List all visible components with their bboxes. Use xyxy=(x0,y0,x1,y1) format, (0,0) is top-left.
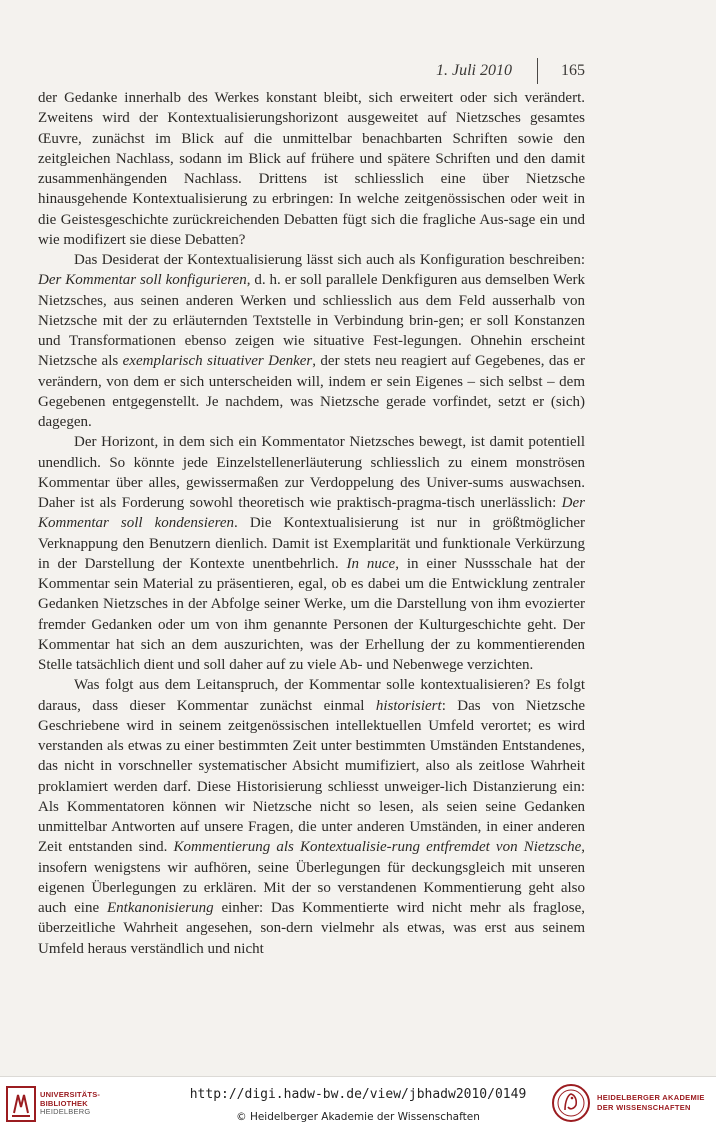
text-run: der Gedanke innerhalb des Werkes konstant bleibt, sich erweitert oder sich verändert. Zweitens wird der Kontextualisierungshorizont ausgeweitet auf Nietzsches gesamtes Œuvre, zunächst im Blick auf die unmittelbar benachbarten Schriften sowie den zeitgleichen Nachlass, sodann im Blick auf frühere und spätere Schriften und den damit zusammenhängenden Nachlass. Drittens ist schliesslich eine über Nietzsche hinausgehende Kontextualisierung zu erbringen: In welche zeitgenössischen oder weit in die Geistesgeschichte zurückreichenden Debatten fügt sich die fragliche Aus-sage ein und wie modifizert sie diese Debatten? xyxy=(38,90,585,248)
academy-name xyxy=(597,1093,705,1113)
text-run: , insofern wenigstens wir aufhören, seine Überlegungen für deckungsgleich mit unseren eigenen Überlegungen zu erklären. Mit der so verstandenen Kommentierung geht also auch eine xyxy=(38,839,585,916)
header-date: 1. Juli 2010 xyxy=(436,62,512,79)
italic-phrase: exemplarisch situativer Denker xyxy=(122,353,313,370)
italic-phrase: Der Kommentar soll konfigurieren xyxy=(38,272,247,289)
paragraph-1 xyxy=(38,88,585,250)
text-run: Das Desiderat der Kontextualisierung lässt sich auch als Konfiguration beschreiben: xyxy=(74,252,585,268)
text-run: . Die Kontextualisierung ist nur in größtmöglicher Verknappung den Benutzern dienlich. Damit ist Exemplarität und funktionale Verkürzung in der Darstellung der Kontexte unentbehrlich. xyxy=(38,515,585,572)
italic-phrase: Entkanonisierung xyxy=(106,900,214,916)
italic-phrase: In nuce xyxy=(346,555,396,572)
text-run: , d. h. er soll parallele Denkfiguren aus demselben Werk Nietzsches, aus seinen anderen Werken und schliesslich aus dem Feld ausserhalb von Nietzsche mit der zu erläuternden Textstelle in Verbindung brin-gen; er soll Konstanzen und Transformationen ebenso zeigen wie situative Fest-legungen. Ohnehin erscheint Nietzsche als xyxy=(38,272,585,370)
text-run: , der stets neu reagiert auf Gegebenes, das er verändern, von dem er sich unterscheiden will, indem er sein Eigenes – sich selbst – dem Gegebenen entgegenstellt. Je nachdem, was Nietzsche gerade vorfindet, setzt er (sich) dagegen. xyxy=(38,353,585,430)
paragraph-3 xyxy=(38,432,585,675)
copyright-notice: © Heidelberger Akademie der Wissenschaften xyxy=(236,1111,480,1123)
header-divider xyxy=(537,58,538,84)
text-run: Der Horizont, in dem sich ein Kommentator Nietzsches bewegt, ist damit potentiell unendlich. So könnte jede Einzelstellenerläuterung schliesslich zu einem monströsen Kommentar über alles, gewissermaßen zur Verdoppelung des Univer-sums auswachsen. Daher ist als Forderung sowohl theoretisch wie praktisch-pragma-tisch unerlässlich: xyxy=(38,434,585,511)
ub-line-1: UNIVERSITÄTS- xyxy=(40,1090,101,1099)
hd-line-1: HEIDELBERGER AKADEMIE xyxy=(597,1093,705,1102)
body-text xyxy=(38,88,585,959)
text-run: einher: Das Kommentierte wird nicht mehr als fraglose, überzeitliche Wahrheit angesehen, son-dern vielmehr als etwas, was erst aus seinem Umfeld heraus verständlich und nicht xyxy=(38,900,585,957)
italic-phrase: Der Kommentar soll kondensieren xyxy=(38,495,585,532)
text-run: : Das von Nietzsche Geschriebene wird in seinem zeitgenössischen intellektuellen Umfeld verortet; es wird verstanden als etwas zu einer bestimmten Zeit unter bestimmten Umständen Entstandenes, das nicht in vorschneller systematischer Absicht mumifiziert, also als zeitlose Wahrheit proklamiert werden darf. Diese Historisierung schliesst unweiger-lich Distanzierung ein: Als Kommentatoren können wir Nietzsche nicht so lesen, als seien seine Gedanken unmittelbar Antworten auf unsere Fragen, die unter anderen Umständen, in einer anderen Zeit entstanden sind. xyxy=(38,697,585,856)
running-header xyxy=(0,58,716,88)
paragraph-2 xyxy=(38,250,585,432)
text-run: Was folgt aus dem Leitanspruch, der Kommentar solle kontextualisieren? Es folgt daraus, dass dieser Kommentar zunächst einmal xyxy=(38,677,585,714)
academy-seal-icon xyxy=(551,1083,591,1123)
ub-line-3: HEIDELBERG xyxy=(40,1107,91,1116)
page-number: 165 xyxy=(561,62,585,79)
italic-phrase: Kommentierung als Kontextualisie-rung entfremdet von Nietzsche xyxy=(173,839,582,856)
hd-line-2: DER WISSENSCHAFTEN xyxy=(597,1103,691,1112)
footer-bar xyxy=(0,1076,716,1131)
italic-phrase: historisiert xyxy=(375,697,442,714)
paragraph-4 xyxy=(38,675,585,959)
permalink-url[interactable]: http://digi.hadw-bw.de/view/jbhadw2010/0149 xyxy=(189,1087,527,1102)
ub-line-2: BIBLIOTHEK xyxy=(40,1098,88,1108)
text-run: , in einer Nussschale hat der Kommentar sein Material zu präsentieren, egal, ob es dabei um die Entwicklung zentraler Gedanken Nietzsches in der Abfolge seiner Werke, um die Darstellung von ihm evozierter fremder Gedanken oder um von ihm genannte Personen der Kulturgeschichte geht. Der Kommentar hat sich an dem auszurichten, was der Erhellung der zu kommentierenden Stelle tatsächlich dient und soll daher auf zu viele Ab- und Nebenwege verzichten. xyxy=(38,555,586,673)
